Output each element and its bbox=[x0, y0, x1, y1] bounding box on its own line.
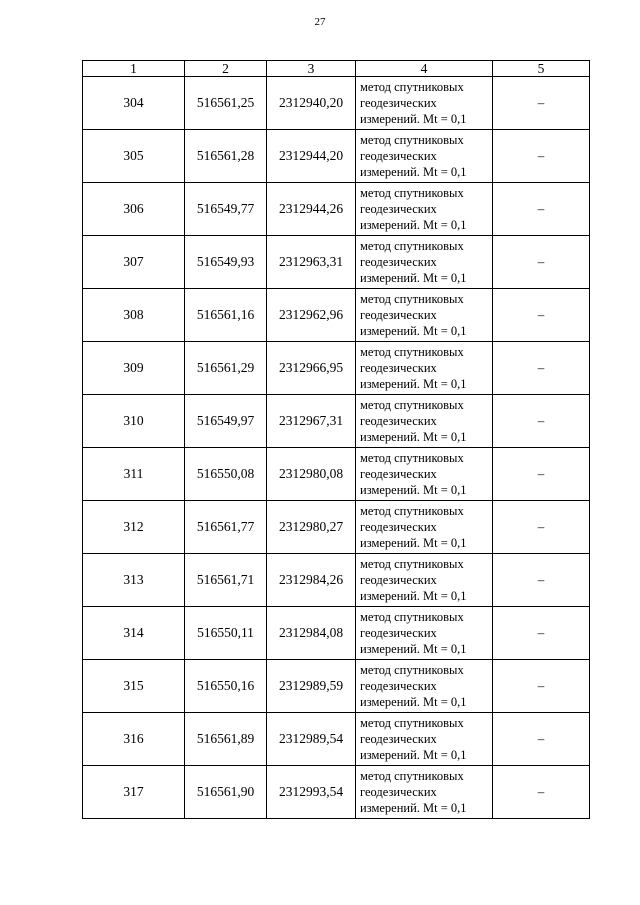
note-cell: – bbox=[493, 554, 590, 607]
x-coordinate-cell: 516549,93 bbox=[185, 236, 267, 289]
table-row bbox=[83, 130, 590, 183]
x-coordinate-cell: 516561,90 bbox=[185, 766, 267, 819]
column-header-1: 1 bbox=[83, 61, 185, 77]
point-number-cell: 311 bbox=[83, 448, 185, 501]
method-cell bbox=[356, 289, 493, 342]
table-row bbox=[83, 660, 590, 713]
method-line: метод спутниковых bbox=[360, 345, 464, 359]
method-line: геодезических bbox=[360, 96, 437, 110]
y-coordinate-cell: 2312962,96 bbox=[267, 289, 356, 342]
method-line: метод спутниковых bbox=[360, 451, 464, 465]
y-coordinate-cell: 2312980,08 bbox=[267, 448, 356, 501]
method-line: метод спутниковых bbox=[360, 610, 464, 624]
point-number-cell: 304 bbox=[83, 77, 185, 130]
column-header-5: 5 bbox=[493, 61, 590, 77]
method-line: измерений. Mt = 0,1 bbox=[360, 112, 467, 126]
y-coordinate-cell: 2312980,27 bbox=[267, 501, 356, 554]
note-cell: – bbox=[493, 448, 590, 501]
x-coordinate-cell: 516561,28 bbox=[185, 130, 267, 183]
point-number-cell: 305 bbox=[83, 130, 185, 183]
x-coordinate-cell: 516561,29 bbox=[185, 342, 267, 395]
table-row bbox=[83, 607, 590, 660]
x-coordinate-cell: 516561,77 bbox=[185, 501, 267, 554]
method-line: метод спутниковых bbox=[360, 80, 464, 94]
method-cell bbox=[356, 183, 493, 236]
table-row bbox=[83, 554, 590, 607]
table-row bbox=[83, 395, 590, 448]
table-row bbox=[83, 77, 590, 130]
method-line: измерений. Mt = 0,1 bbox=[360, 218, 467, 232]
table-row bbox=[83, 501, 590, 554]
table-row bbox=[83, 713, 590, 766]
table-row bbox=[83, 342, 590, 395]
method-line: метод спутниковых bbox=[360, 239, 464, 253]
method-cell bbox=[356, 342, 493, 395]
point-number-cell: 316 bbox=[83, 713, 185, 766]
column-header-2: 2 bbox=[185, 61, 267, 77]
method-line: измерений. Mt = 0,1 bbox=[360, 483, 467, 497]
x-coordinate-cell: 516561,71 bbox=[185, 554, 267, 607]
y-coordinate-cell: 2312966,95 bbox=[267, 342, 356, 395]
point-number-cell: 312 bbox=[83, 501, 185, 554]
method-line: геодезических bbox=[360, 679, 437, 693]
method-cell bbox=[356, 607, 493, 660]
method-line: геодезических bbox=[360, 414, 437, 428]
method-line: метод спутниковых bbox=[360, 716, 464, 730]
method-cell bbox=[356, 236, 493, 289]
method-line: измерений. Mt = 0,1 bbox=[360, 536, 467, 550]
method-line: измерений. Mt = 0,1 bbox=[360, 642, 467, 656]
method-line: метод спутниковых bbox=[360, 663, 464, 677]
table-body bbox=[83, 77, 590, 819]
column-header-3: 3 bbox=[267, 61, 356, 77]
method-line: измерений. Mt = 0,1 bbox=[360, 589, 467, 603]
method-line: метод спутниковых bbox=[360, 292, 464, 306]
method-cell bbox=[356, 130, 493, 183]
method-line: геодезических bbox=[360, 520, 437, 534]
y-coordinate-cell: 2312940,20 bbox=[267, 77, 356, 130]
coordinates-table bbox=[82, 60, 590, 819]
method-line: измерений. Mt = 0,1 bbox=[360, 165, 467, 179]
method-cell bbox=[356, 766, 493, 819]
note-cell: – bbox=[493, 342, 590, 395]
note-cell: – bbox=[493, 130, 590, 183]
point-number-cell: 309 bbox=[83, 342, 185, 395]
x-coordinate-cell: 516561,16 bbox=[185, 289, 267, 342]
method-cell bbox=[356, 554, 493, 607]
method-cell bbox=[356, 713, 493, 766]
method-line: геодезических bbox=[360, 361, 437, 375]
y-coordinate-cell: 2312944,26 bbox=[267, 183, 356, 236]
method-line: геодезических bbox=[360, 626, 437, 640]
method-line: измерений. Mt = 0,1 bbox=[360, 430, 467, 444]
method-line: измерений. Mt = 0,1 bbox=[360, 271, 467, 285]
y-coordinate-cell: 2312989,54 bbox=[267, 713, 356, 766]
table-row bbox=[83, 183, 590, 236]
note-cell: – bbox=[493, 236, 590, 289]
method-cell bbox=[356, 501, 493, 554]
point-number-cell: 306 bbox=[83, 183, 185, 236]
column-header-4: 4 bbox=[356, 61, 493, 77]
note-cell: – bbox=[493, 766, 590, 819]
method-line: измерений. Mt = 0,1 bbox=[360, 748, 467, 762]
table-row bbox=[83, 289, 590, 342]
method-line: измерений. Mt = 0,1 bbox=[360, 377, 467, 391]
method-line: геодезических bbox=[360, 149, 437, 163]
note-cell: – bbox=[493, 395, 590, 448]
note-cell: – bbox=[493, 660, 590, 713]
method-line: геодезических bbox=[360, 732, 437, 746]
point-number-cell: 314 bbox=[83, 607, 185, 660]
method-line: метод спутниковых bbox=[360, 557, 464, 571]
page-number: 27 bbox=[314, 16, 326, 28]
x-coordinate-cell: 516549,77 bbox=[185, 183, 267, 236]
x-coordinate-cell: 516550,11 bbox=[185, 607, 267, 660]
method-cell bbox=[356, 448, 493, 501]
note-cell: – bbox=[493, 501, 590, 554]
method-cell bbox=[356, 660, 493, 713]
note-cell: – bbox=[493, 77, 590, 130]
note-cell: – bbox=[493, 289, 590, 342]
note-cell: – bbox=[493, 713, 590, 766]
method-line: измерений. Mt = 0,1 bbox=[360, 324, 467, 338]
table-row bbox=[83, 448, 590, 501]
x-coordinate-cell: 516549,97 bbox=[185, 395, 267, 448]
x-coordinate-cell: 516550,08 bbox=[185, 448, 267, 501]
x-coordinate-cell: 516561,89 bbox=[185, 713, 267, 766]
method-line: геодезических bbox=[360, 255, 437, 269]
point-number-cell: 307 bbox=[83, 236, 185, 289]
y-coordinate-cell: 2312967,31 bbox=[267, 395, 356, 448]
y-coordinate-cell: 2312944,20 bbox=[267, 130, 356, 183]
y-coordinate-cell: 2312963,31 bbox=[267, 236, 356, 289]
method-line: измерений. Mt = 0,1 bbox=[360, 801, 467, 815]
table-header-row bbox=[83, 61, 590, 77]
point-number-cell: 308 bbox=[83, 289, 185, 342]
y-coordinate-cell: 2312989,59 bbox=[267, 660, 356, 713]
table-row bbox=[83, 766, 590, 819]
method-line: геодезических bbox=[360, 573, 437, 587]
method-line: измерений. Mt = 0,1 bbox=[360, 695, 467, 709]
point-number-cell: 315 bbox=[83, 660, 185, 713]
y-coordinate-cell: 2312984,26 bbox=[267, 554, 356, 607]
method-line: метод спутниковых bbox=[360, 133, 464, 147]
point-number-cell: 310 bbox=[83, 395, 185, 448]
method-line: геодезических bbox=[360, 467, 437, 481]
method-line: метод спутниковых bbox=[360, 398, 464, 412]
y-coordinate-cell: 2312984,08 bbox=[267, 607, 356, 660]
table-row bbox=[83, 236, 590, 289]
method-line: геодезических bbox=[360, 202, 437, 216]
method-line: метод спутниковых bbox=[360, 504, 464, 518]
method-line: метод спутниковых bbox=[360, 769, 464, 783]
method-line: метод спутниковых bbox=[360, 186, 464, 200]
note-cell: – bbox=[493, 607, 590, 660]
point-number-cell: 313 bbox=[83, 554, 185, 607]
note-cell: – bbox=[493, 183, 590, 236]
method-cell bbox=[356, 77, 493, 130]
method-cell bbox=[356, 395, 493, 448]
point-number-cell: 317 bbox=[83, 766, 185, 819]
x-coordinate-cell: 516550,16 bbox=[185, 660, 267, 713]
method-line: геодезических bbox=[360, 785, 437, 799]
y-coordinate-cell: 2312993,54 bbox=[267, 766, 356, 819]
x-coordinate-cell: 516561,25 bbox=[185, 77, 267, 130]
method-line: геодезических bbox=[360, 308, 437, 322]
